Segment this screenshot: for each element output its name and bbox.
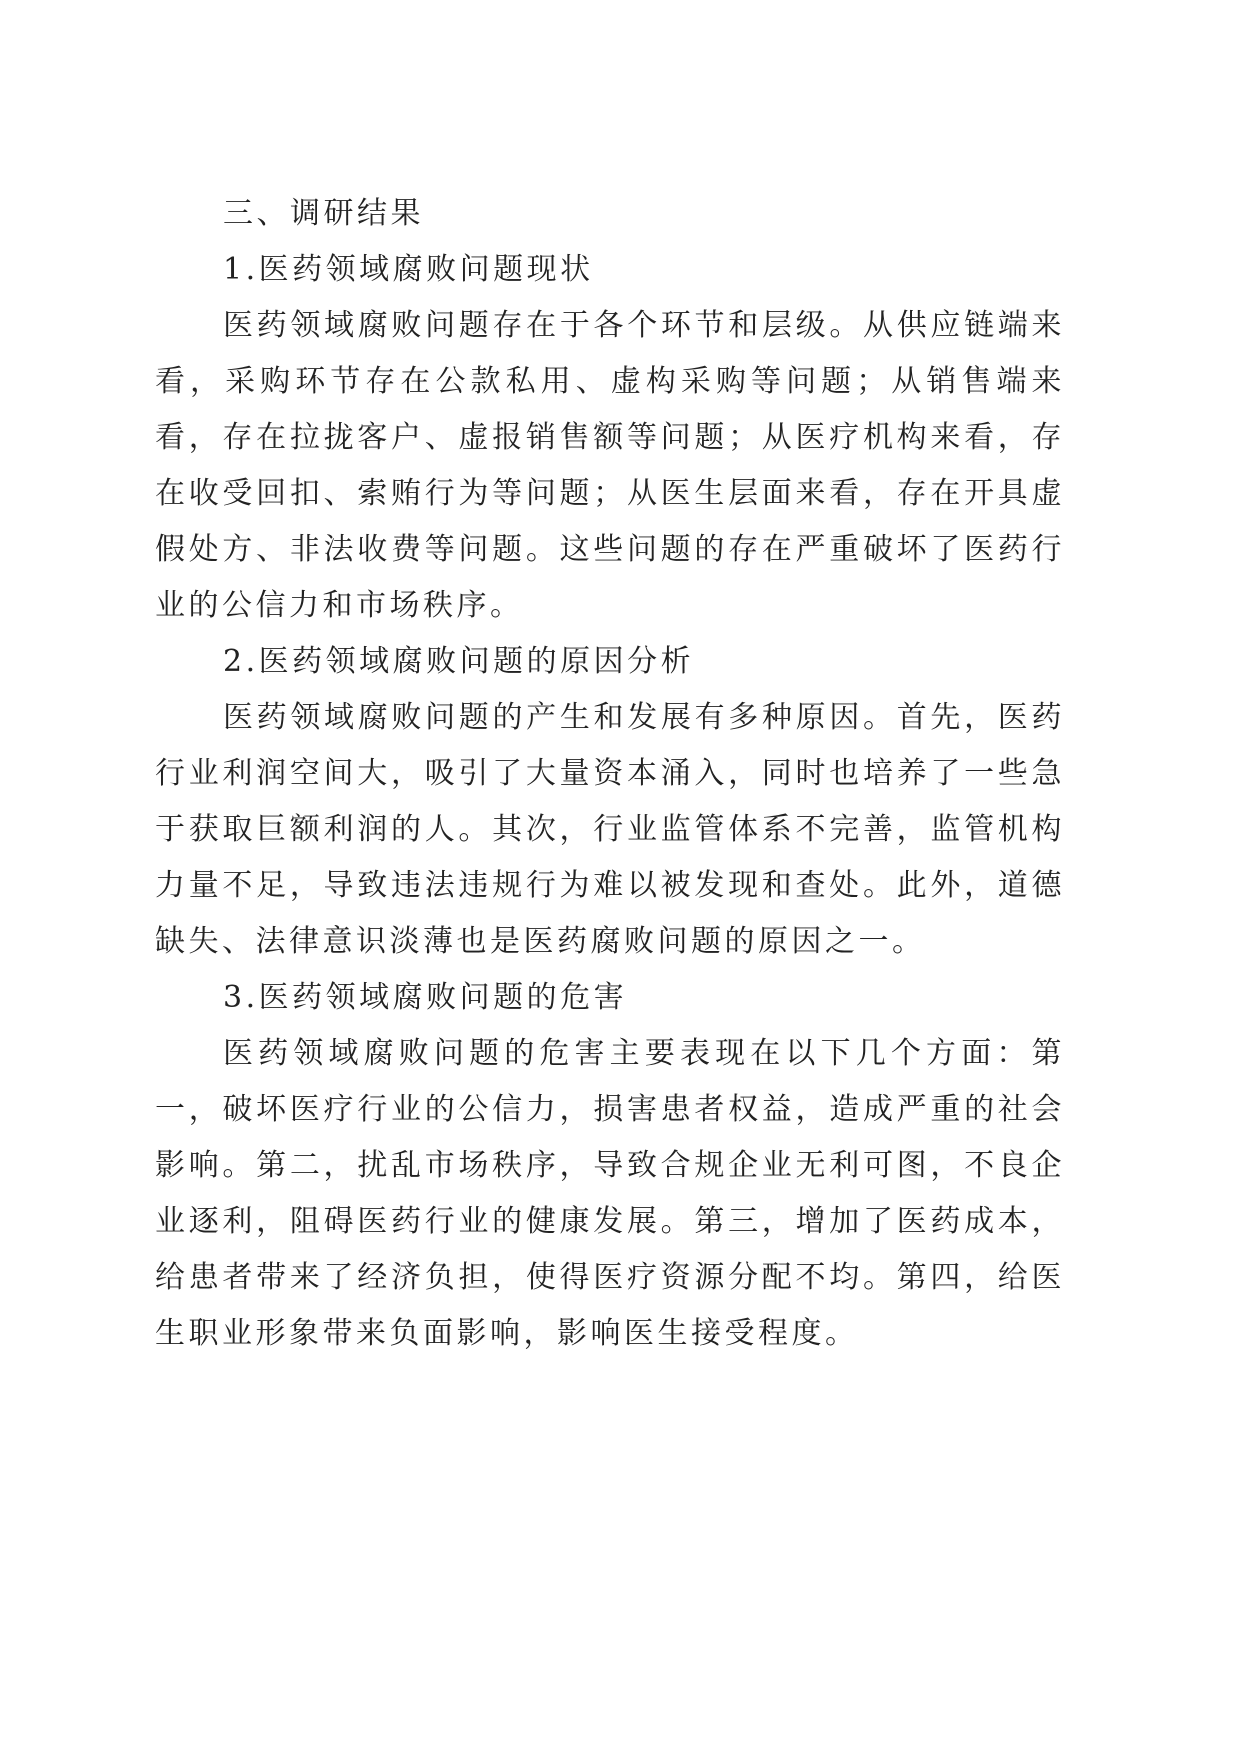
section-heading: 三、调研结果 bbox=[223, 196, 424, 231]
document-body bbox=[155, 186, 1065, 1362]
subsection-heading-3: 3.医药领域腐败问题的危害 bbox=[223, 980, 628, 1015]
subsection-paragraph-1: 医药领域腐败问题存在于各个环节和层级。从供应链端来看，采购环节存在公款私用、虚构采购等问题；从销售端来看，存在拉拢客户、虚报销售额等问题；从医疗机构来看，存在收受回扣、索贿行为等问题；从医生层面来看，存在开具虚假处方、非法收费等问题。这些问题的存在严重破坏了医药行业的公信力和市场秩序。 bbox=[155, 308, 1065, 623]
subsection-paragraph-2: 医药领域腐败问题的产生和发展有多种原因。首先，医药行业利润空间大，吸引了大量资本涌入，同时也培养了一些急于获取巨额利润的人。其次，行业监管体系不完善，监管机构力量不足，导致违法违规行为难以被发现和查处。此外，道德缺失、法律意识淡薄也是医药腐败问题的原因之一。 bbox=[155, 700, 1065, 959]
subsection-heading-2: 2.医药领域腐败问题的原因分析 bbox=[223, 644, 695, 679]
subsection-heading-1: 1.医药领域腐败问题现状 bbox=[223, 252, 594, 287]
subsection-paragraph-3: 医药领域腐败问题的危害主要表现在以下几个方面：第一，破坏医疗行业的公信力，损害患者权益，造成严重的社会影响。第二，扰乱市场秩序，导致合规企业无利可图，不良企业逐利，阻碍医药行业的健康发展。第三，增加了医药成本，给患者带来了经济负担，使得医疗资源分配不均。第四，给医生职业形象带来负面影响，影响医生接受程度。 bbox=[155, 1036, 1065, 1351]
